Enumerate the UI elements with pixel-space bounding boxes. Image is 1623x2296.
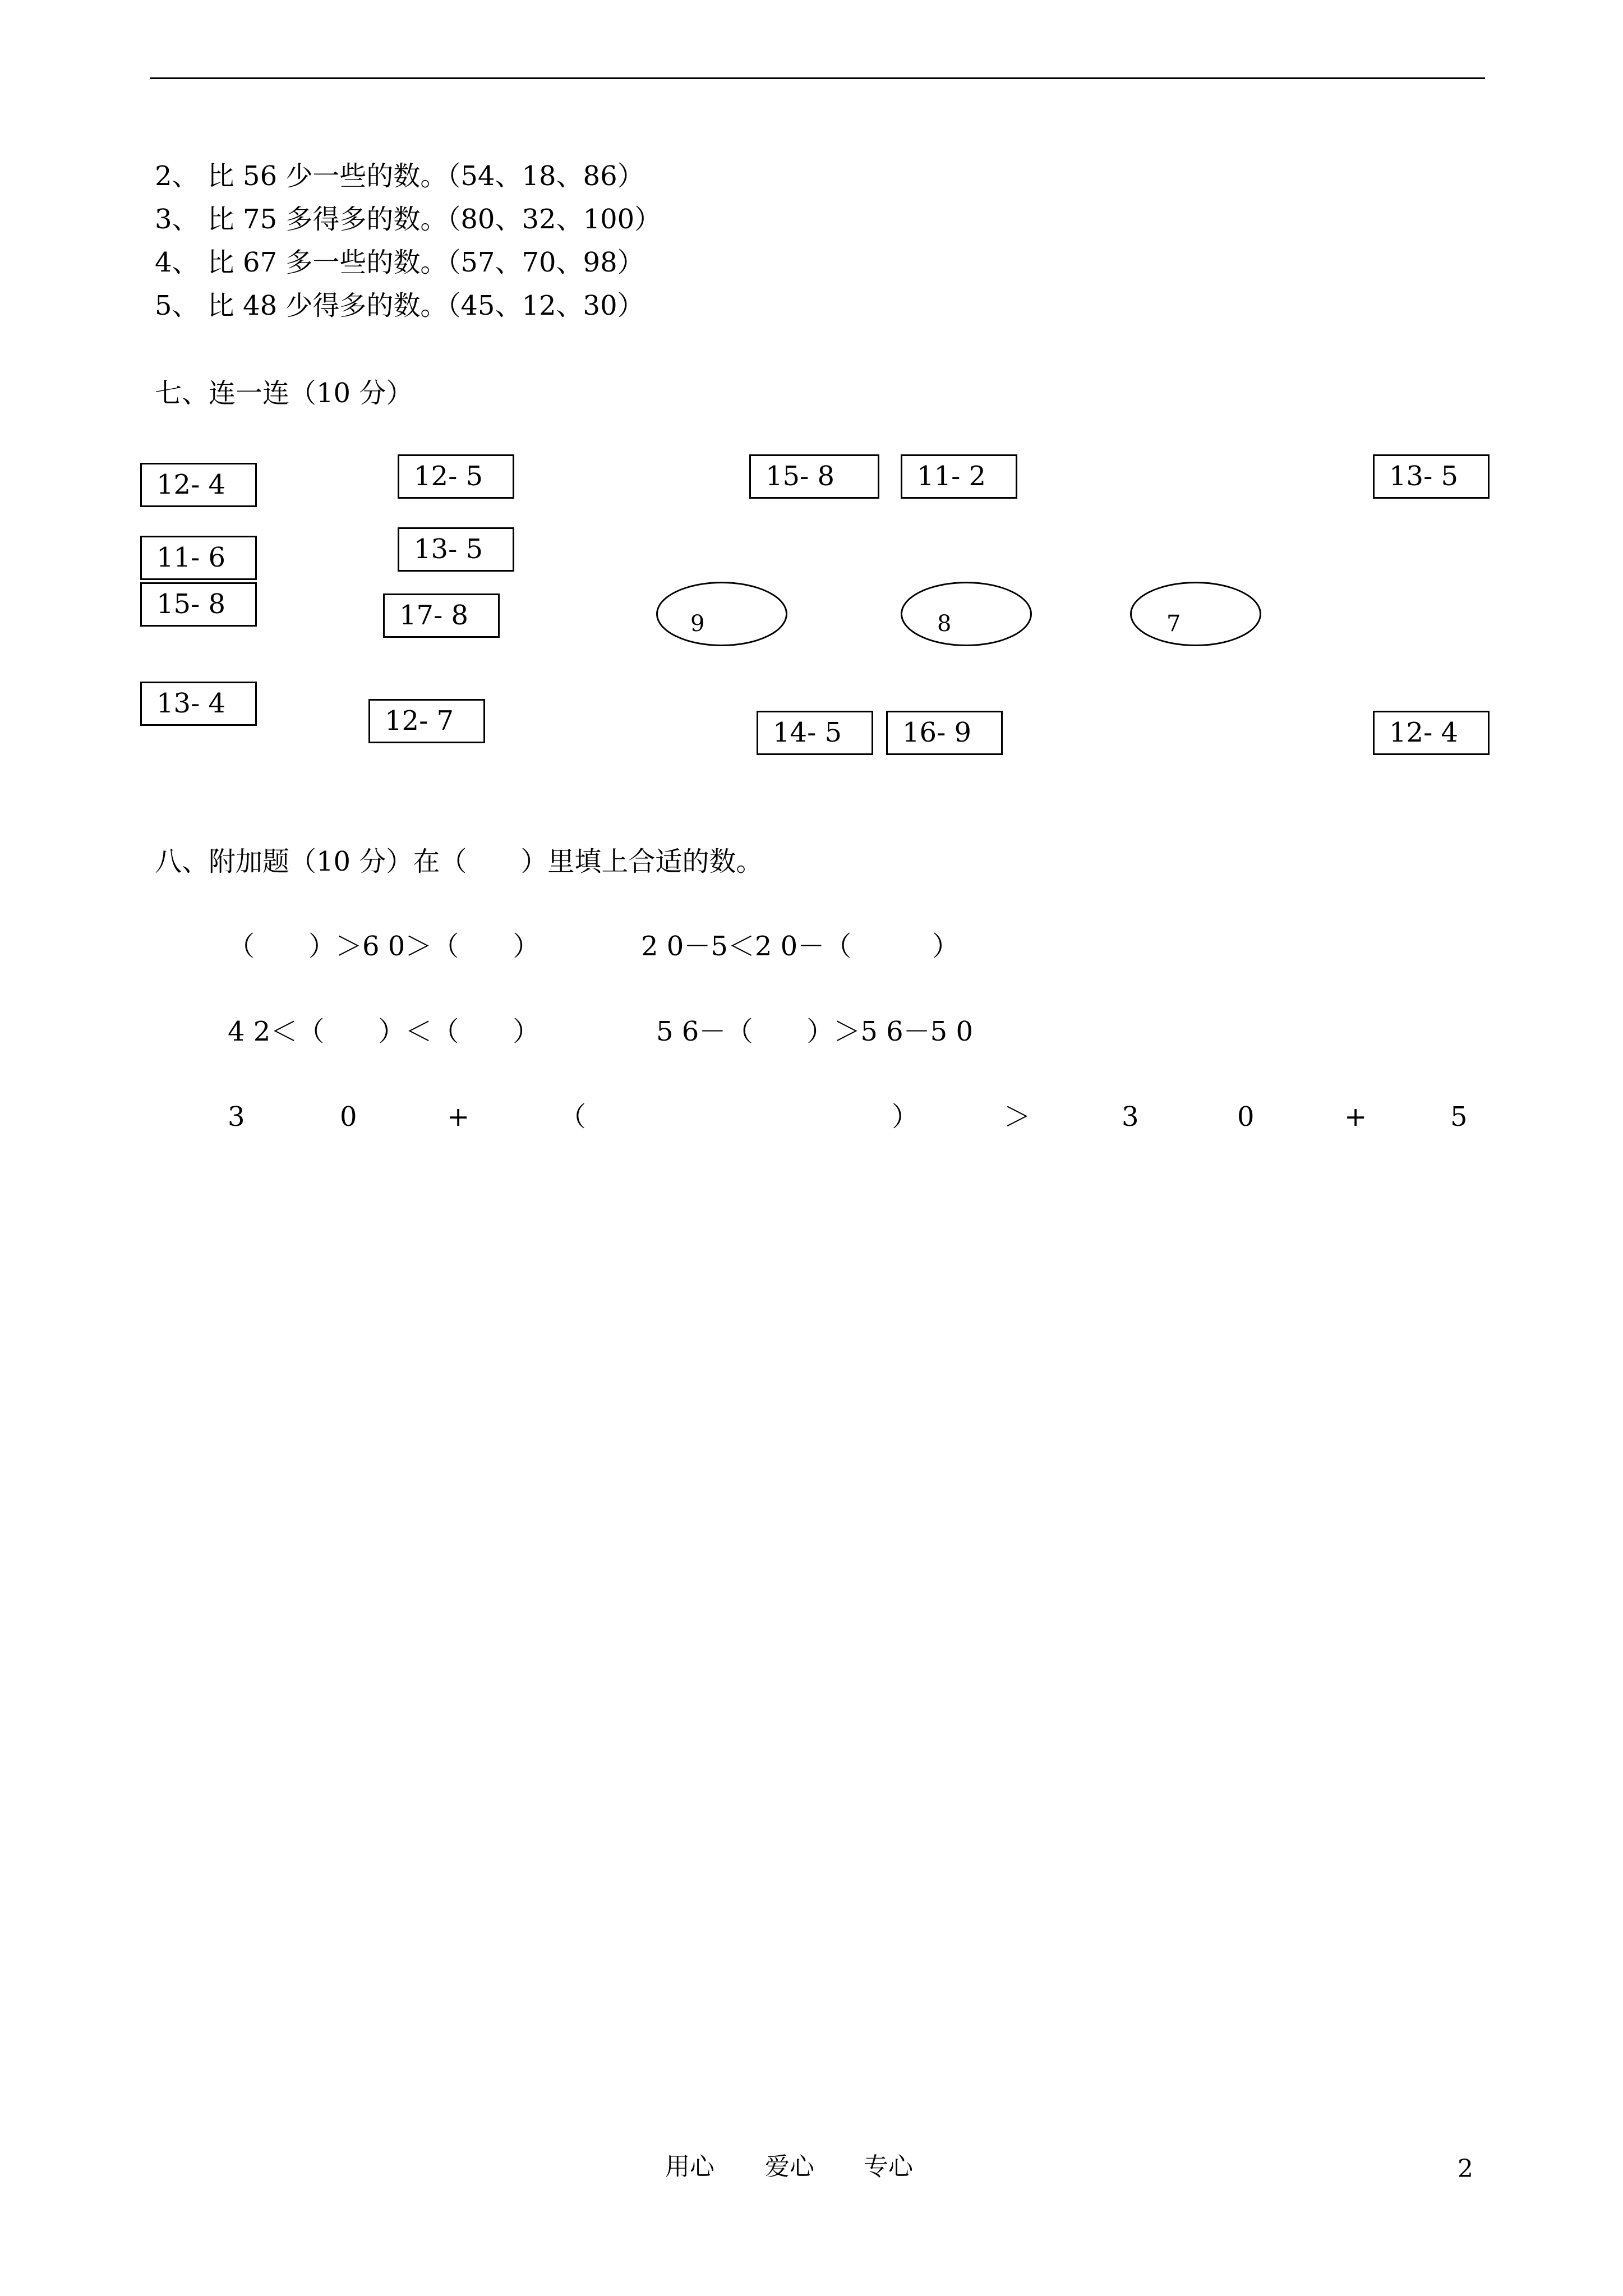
fill-blank-expression: 4 2＜（ ）＜（ ） [228,1016,540,1047]
oval-label: 9 [690,611,705,637]
expression-token: + [1344,1101,1367,1133]
section-8-title: 八、附加题（10 分）在（ ）里填上合适的数。 [155,846,763,877]
expression-token: 0 [340,1101,357,1133]
match-box[interactable]: 13- 4 [140,682,257,726]
page-number: 2 [1458,2155,1473,2183]
match-box[interactable]: 15- 8 [140,582,257,627]
footer-motto: 专心 [864,2152,913,2181]
expression-token: + [447,1101,470,1133]
match-box[interactable]: 12- 7 [368,699,485,743]
oval-label: 8 [937,611,952,637]
match-box[interactable]: 13- 5 [1373,454,1490,499]
match-box[interactable]: 11- 6 [140,536,257,580]
section-7-title: 七、连一连（10 分） [155,378,413,409]
match-box[interactable]: 14- 5 [757,711,873,755]
header-rule [150,77,1485,79]
match-box[interactable]: 15- 8 [749,454,879,499]
match-box[interactable]: 11- 2 [901,454,1017,499]
expression-token: 3 [228,1101,245,1133]
expression-token: ） [892,1101,919,1133]
question-2: 2、 比 56 少一些的数。（54、18、86） [155,160,644,192]
footer-motto: 爱心 [765,2152,814,2181]
answer-oval[interactable] [1130,582,1261,646]
answer-oval[interactable] [901,582,1032,646]
match-box[interactable]: 12- 4 [1373,711,1490,755]
fill-blank-expression: （ ）＞6 0＞（ ） [228,931,540,962]
expression-token: 0 [1237,1101,1255,1133]
fill-blank-expression: 5 6－（ ）＞5 6－5 0 [656,1016,974,1047]
footer-motto: 用心 [665,2152,714,2181]
expression-token: 5 [1450,1101,1468,1133]
oval-label: 7 [1166,611,1181,637]
match-box[interactable]: 17- 8 [383,593,500,638]
expression-token: 3 [1122,1101,1139,1133]
expression-token: ＞ [1004,1101,1031,1133]
match-box[interactable]: 16- 9 [886,711,1003,755]
question-3: 3、 比 75 多得多的数。（80、32、100） [155,204,662,235]
match-box[interactable]: 13- 5 [398,527,514,572]
question-5: 5、 比 48 少得多的数。（45、12、30） [155,290,644,321]
match-box[interactable]: 12- 5 [398,454,514,499]
match-box[interactable]: 12- 4 [140,463,257,507]
answer-oval[interactable] [656,582,787,646]
fill-blank-expression: 2 0－5＜2 0－（ ） [641,931,960,962]
question-4: 4、 比 67 多一些的数。（57、70、98） [155,247,644,278]
expression-token: （ [559,1101,587,1133]
